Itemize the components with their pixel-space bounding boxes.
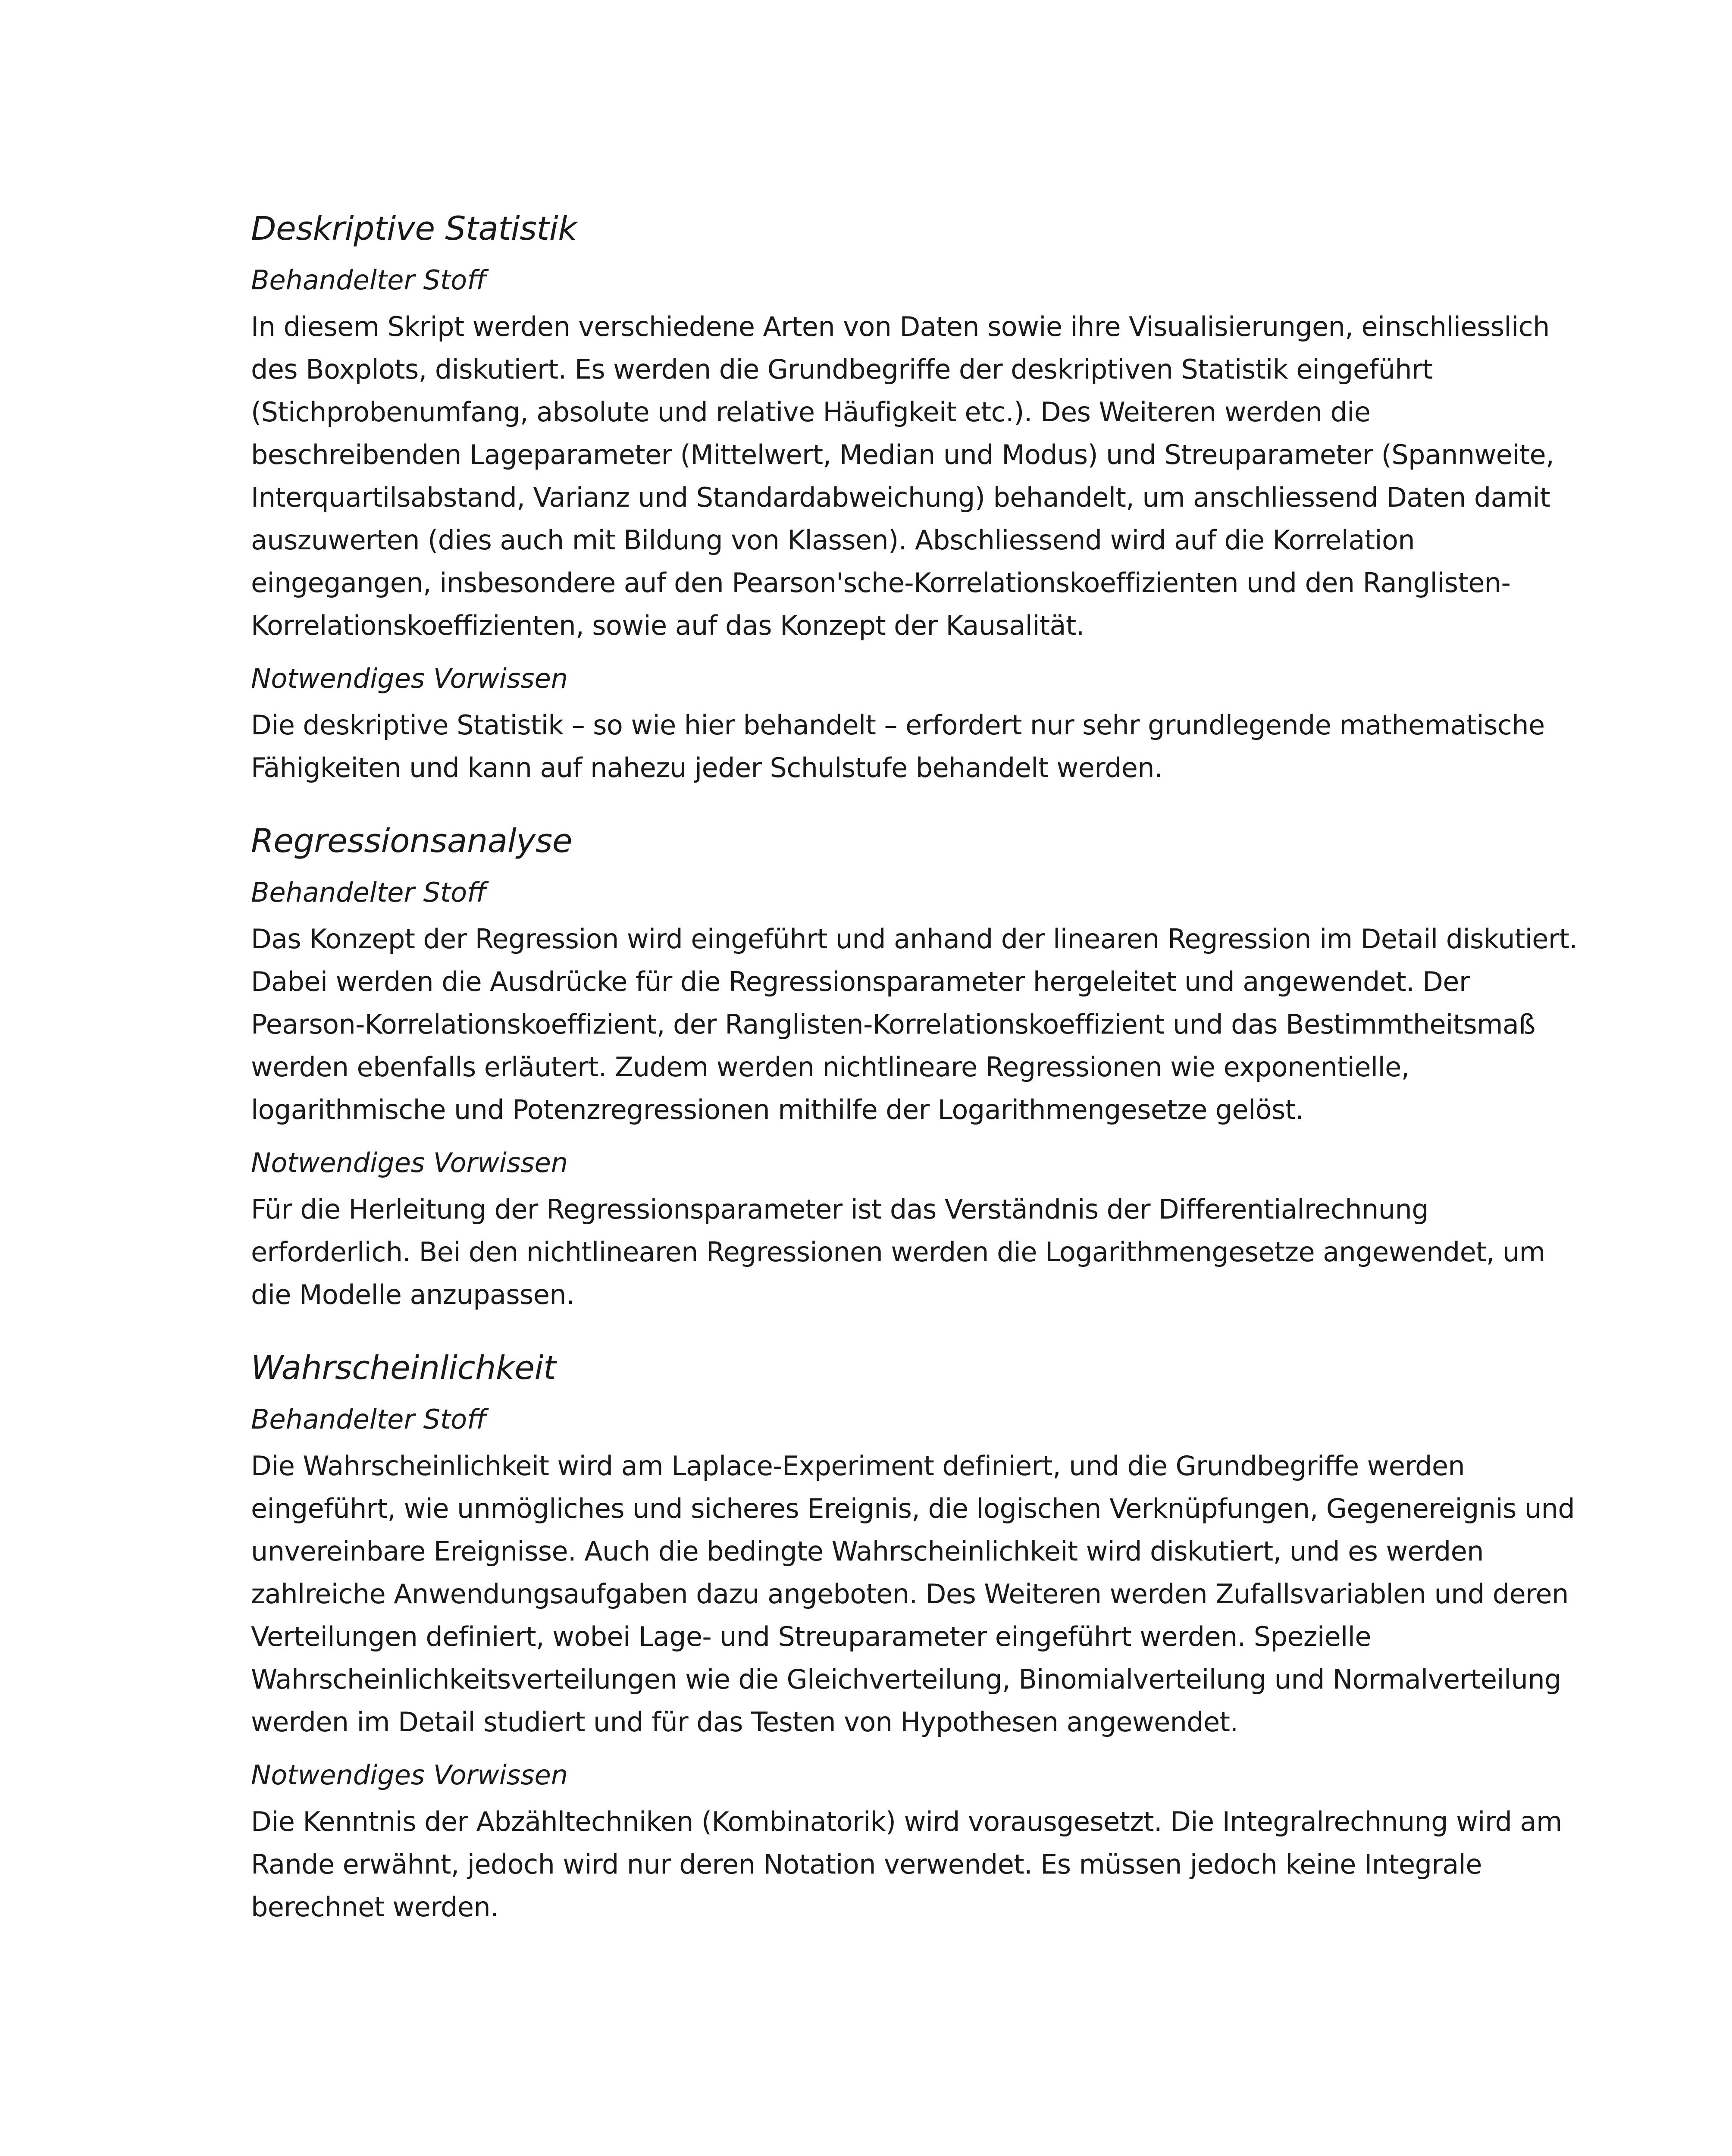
subheading-behandelter-stoff: Behandelter Stoff — [251, 1404, 486, 1435]
paragraph: Für die Herleitung der Regressionsparameter ist das Verständnis der Differentialrechnung erforderlich. Bei den nichtlinearen Regressionen werden die Logarithmengesetze angewendet, um die Modelle anzupassen. — [251, 1194, 1545, 1310]
subheading-notwendiges-vorwissen: Notwendiges Vorwissen — [251, 1759, 568, 1791]
section-title: Regressionsanalyse — [251, 821, 573, 860]
paragraph: In diesem Skript werden verschiedene Arten von Daten sowie ihre Visualisierungen, einschliesslich des Boxplots, diskutiert. Es werden die Grundbegriffe der deskriptiven Statistik eingeführt (Stichprobenumfang, absolute und relative Häufigkeit etc.). Des Weiteren werden die beschreibenden Lageparameter (Mittelwert, Median und Modus) und Streuparameter (Spannweite, Interquartilsabstand, Varianz und Standardabweichung) behandelt, um anschliessend Daten damit auszuwerten (dies auch mit Bildung von Klassen). Abschliessend wird auf die Korrelation eingegangen, insbesondere auf den Pearson'sche-Korrelationskoeffizienten und den Ranglisten-Korrelationskoeffizienten, sowie auf das Konzept der Kausalität. — [251, 311, 1554, 641]
section-deskriptive-statistik — [251, 207, 1579, 789]
section-title: Deskriptive Statistik — [251, 209, 577, 248]
subheading-notwendiges-vorwissen: Notwendiges Vorwissen — [251, 1147, 568, 1178]
section-title: Wahrscheinlichkeit — [251, 1348, 556, 1387]
paragraph: Die Wahrscheinlichkeit wird am Laplace-Experiment definiert, und die Grundbegriffe werden eingeführt, wie unmögliches und sicheres Ereignis, die logischen Verknüpfungen, Gegenereignis und unvereinbare Ereignisse. Auch die bedingte Wahrscheinlichkeit wird diskutiert, und es werden zahlreiche Anwendungsaufgaben dazu angeboten. Des Weiteren werden Zufallsvariablen und deren Verteilungen definiert, wobei Lage- und Streuparameter eingeführt werden. Spezielle Wahrscheinlichkeitsverteilungen wie die Gleichverteilung, Binomialverteilung und Normalverteilung werden im Detail studiert und für das Testen von Hypothesen angewendet. — [251, 1450, 1575, 1738]
document-body — [251, 207, 1579, 1942]
section-wahrscheinlichkeit — [251, 1346, 1579, 1928]
paragraph: Die Kenntnis der Abzähltechniken (Kombinatorik) wird vorausgesetzt. Die Integralrechnung wird am Rande erwähnt, jedoch wird nur deren Notation verwendet. Es müssen jedoch keine Integrale berechnet werden. — [251, 1806, 1562, 1923]
subheading-behandelter-stoff: Behandelter Stoff — [251, 877, 486, 908]
paragraph: Das Konzept der Regression wird eingeführt und anhand der linearen Regression im Detail diskutiert. Dabei werden die Ausdrücke für die Regressionsparameter hergeleitet und angewendet. Der Pearson-Korrelationskoeffizient, der Ranglisten-Korrelationskoeffizient und das Bestimmtheitsmaß werden ebenfalls erläutert. Zudem werden nichtlineare Regressionen wie exponentielle, logarithmische und Potenzregressionen mithilfe der Logarithmengesetze gelöst. — [251, 923, 1578, 1125]
paragraph: Die deskriptive Statistik – so wie hier behandelt – erfordert nur sehr grundlegende mathematische Fähigkeiten und kann auf nahezu jeder Schulstufe behandelt werden. — [251, 709, 1545, 783]
subheading-behandelter-stoff: Behandelter Stoff — [251, 264, 486, 296]
subheading-notwendiges-vorwissen: Notwendiges Vorwissen — [251, 663, 568, 694]
section-regressionsanalyse — [251, 819, 1579, 1316]
